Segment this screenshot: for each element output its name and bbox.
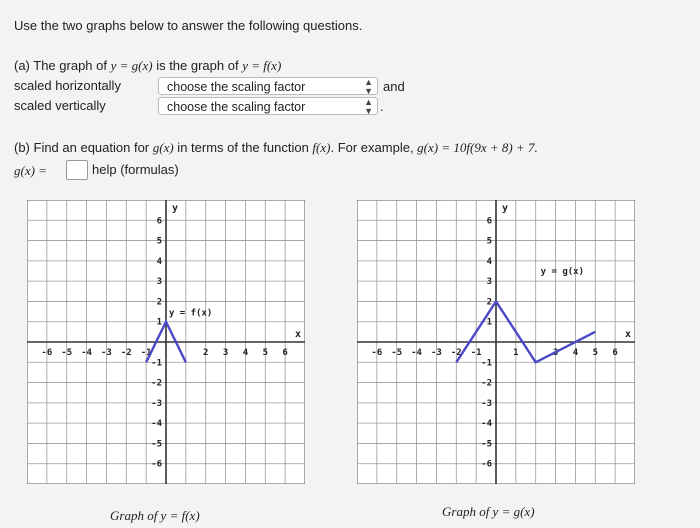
part-a-question [14, 58, 281, 74]
y-tick-label: -5 [481, 439, 492, 450]
x-tick-label: 6 [612, 348, 618, 358]
part-b-text3: . For example, [330, 140, 418, 155]
y-tick-label: -2 [151, 378, 162, 389]
y-tick-label: 3 [486, 277, 492, 288]
y-tick-label: -2 [481, 378, 492, 389]
part-b-question [14, 140, 538, 156]
x-axis-label: x [625, 329, 632, 340]
answer-label: g(x) = [14, 163, 47, 178]
answer-input[interactable] [66, 160, 88, 180]
y-tick-label: 5 [156, 236, 162, 247]
x-tick-label: 3 [552, 348, 559, 358]
graph-g [357, 200, 635, 484]
x-tick-label: 4 [242, 348, 249, 358]
x-tick-label: -1 [140, 348, 152, 358]
y-tick-label: -1 [481, 358, 492, 369]
y-tick-label: 2 [156, 297, 162, 308]
y-tick-label: 6 [486, 216, 492, 227]
y-tick-label: -3 [481, 398, 492, 409]
y-tick-label: 3 [156, 277, 162, 288]
horizontal-scale-select[interactable] [158, 77, 378, 95]
x-tick-label: -3 [101, 348, 112, 358]
x-tick-label: -5 [391, 348, 403, 358]
x-tick-label: -4 [81, 348, 92, 358]
y-tick-label: -4 [151, 419, 162, 430]
x-tick-label: 5 [592, 348, 598, 358]
part-a-fx: y = f(x) [242, 58, 282, 73]
x-tick-label: -6 [41, 348, 53, 358]
x-tick-label: 6 [282, 348, 288, 358]
horizontal-scale-value: choose the scaling factor [167, 80, 306, 94]
horizontal-scale-label: scaled horizontally [14, 78, 121, 93]
vertical-scale-value: choose the scaling factor [167, 100, 306, 114]
y-tick-label: 1 [486, 317, 492, 328]
x-tick-label: 5 [262, 348, 268, 358]
part-a-gx: y = g(x) [110, 58, 153, 73]
y-tick-label: -4 [481, 419, 492, 430]
curve-label: y = f(x) [168, 308, 213, 319]
graph-g-caption: Graph of y = g(x) [442, 504, 535, 519]
x-axis-label: x [295, 329, 302, 340]
x-tick-label: -1 [470, 348, 482, 358]
period-text: . [380, 99, 384, 114]
select-arrows-icon: ▲ ▼ [364, 77, 373, 96]
graph-f [27, 200, 305, 484]
y-axis-label: y [502, 203, 509, 214]
part-b-fx: f(x) [312, 140, 331, 155]
part-a-prefix: (a) The graph of [14, 58, 111, 73]
x-tick-label: -2 [450, 348, 462, 358]
y-tick-label: 6 [156, 216, 162, 227]
y-tick-label: 4 [156, 256, 162, 267]
curve-label: y = g(x) [540, 267, 585, 278]
part-b-example: g(x) = 10f(9x + 8) + 7. [417, 140, 538, 155]
y-tick-label: 5 [486, 236, 492, 247]
x-tick-label: -5 [61, 348, 73, 358]
part-b-text: (b) Find an equation for [14, 140, 153, 155]
y-tick-label: -6 [151, 459, 162, 470]
x-tick-label: 2 [203, 348, 209, 358]
vertical-scale-label: scaled vertically [14, 98, 106, 113]
y-tick-label: 2 [486, 297, 492, 308]
y-tick-label: -3 [151, 398, 162, 409]
part-b-gx: g(x) [152, 140, 174, 155]
and-text: and [383, 79, 405, 94]
x-tick-label: -2 [120, 348, 132, 358]
select-arrows-icon: ▲ ▼ [364, 97, 373, 116]
y-tick-label: 1 [156, 317, 162, 328]
y-tick-label: -6 [481, 459, 492, 470]
x-tick-label: -4 [411, 348, 422, 358]
x-tick-label: -3 [431, 348, 442, 358]
instructions: Use the two graphs below to answer the following questions. [14, 18, 363, 33]
help-formulas-link[interactable]: help (formulas) [92, 162, 179, 177]
part-a-mid: is the graph of [152, 58, 243, 73]
y-tick-label: -5 [151, 439, 162, 450]
part-b-text2: in terms of the function [173, 140, 313, 155]
x-tick-label: -6 [371, 348, 383, 358]
graph-f-caption: Graph of y = f(x) [110, 508, 200, 523]
x-tick-label: 3 [222, 348, 229, 358]
y-axis-label: y [172, 203, 179, 214]
x-tick-label: 4 [572, 348, 579, 358]
y-tick-label: 4 [486, 256, 492, 267]
vertical-scale-select[interactable] [158, 97, 378, 115]
y-tick-label: -1 [151, 358, 162, 369]
x-tick-label: 1 [513, 348, 519, 358]
